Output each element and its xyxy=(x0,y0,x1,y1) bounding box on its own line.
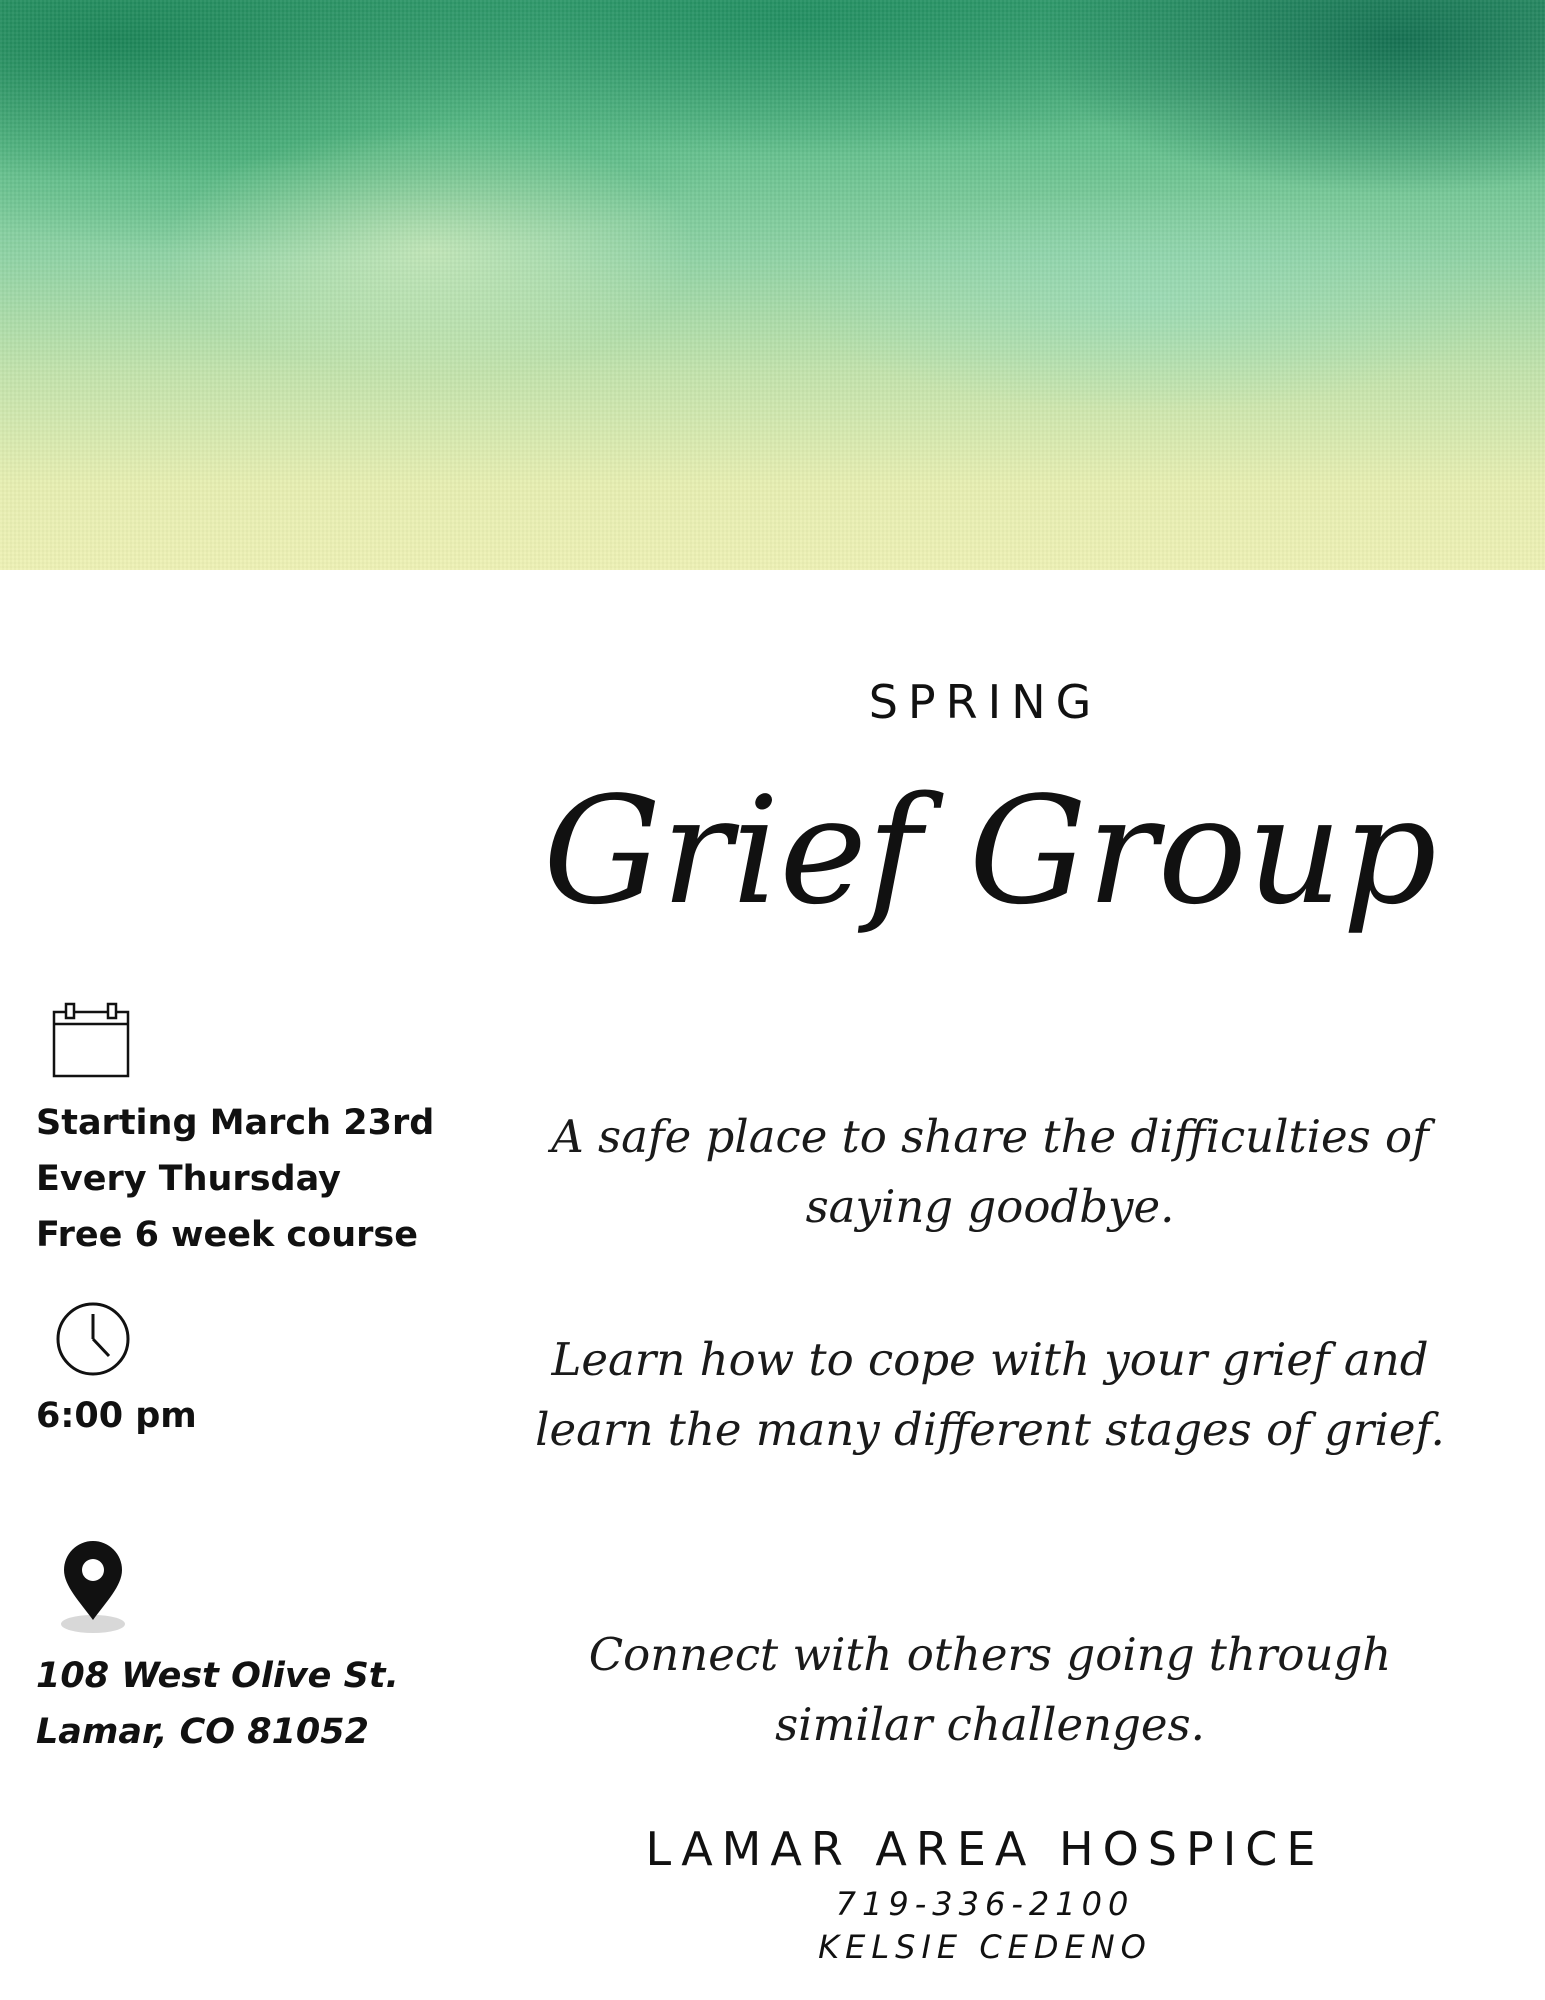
schedule-details xyxy=(36,1095,434,1263)
season-label: SPRING xyxy=(868,675,1102,729)
description-paragraph-2: Learn how to cope with your grief and learn the many different stages of grief. xyxy=(535,1333,1445,1456)
phone-number: 719-336-2100 xyxy=(835,1885,1135,1923)
time-details xyxy=(36,1388,197,1444)
calendar-icon xyxy=(52,1000,132,1080)
clock-icon xyxy=(54,1300,132,1378)
page-title: Grief Group xyxy=(543,765,1437,937)
address-street: 108 West Olive St. xyxy=(36,1656,399,1696)
schedule-line-course: Free 6 week course xyxy=(36,1215,418,1255)
contact-name: KELSIE CEDENO xyxy=(818,1928,1152,1966)
meeting-time: 6:00 pm xyxy=(36,1396,197,1436)
organization-name: LAMAR AREA HOSPICE xyxy=(645,1822,1325,1876)
schedule-line-start: Starting March 23rd xyxy=(36,1103,435,1143)
address-details xyxy=(36,1648,399,1760)
location-pin-icon xyxy=(58,1540,128,1636)
description-paragraph-1: A safe place to share the difficulties of saying goodbye. xyxy=(551,1110,1429,1233)
address-city: Lamar, CO 81052 xyxy=(36,1712,369,1752)
watercolor-banner xyxy=(0,0,1545,570)
schedule-line-day: Every Thursday xyxy=(36,1159,341,1199)
description-paragraph-3: Connect with others going through similar challenges. xyxy=(588,1628,1392,1751)
